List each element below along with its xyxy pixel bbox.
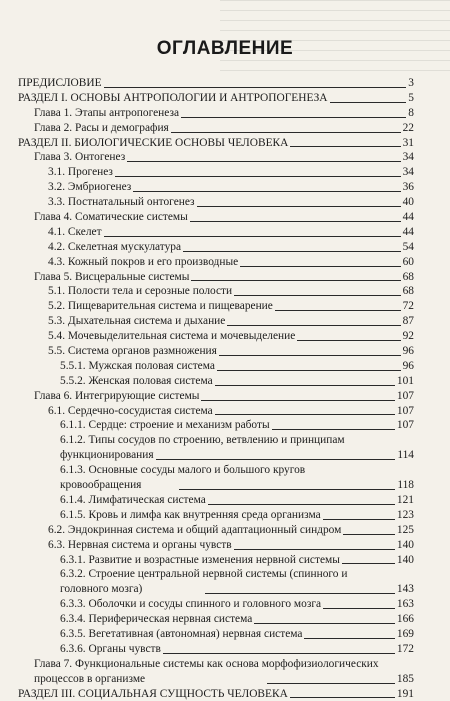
toc-entry-title: Глава 2. Расы и демография — [34, 121, 169, 134]
toc-entry — [0, 523, 450, 538]
toc-entry-page: 31 — [402, 136, 414, 149]
toc-entry-page: 87 — [402, 315, 414, 328]
toc-entry — [0, 299, 450, 314]
leader-line — [254, 622, 395, 624]
toc-entry-title: 5.3. Дыхательная система и дыхание — [48, 315, 226, 328]
leader-line — [190, 220, 401, 222]
toc-entry-page: 107 — [396, 404, 414, 417]
toc-entry-page: 118 — [397, 479, 414, 492]
toc-entry — [0, 225, 450, 240]
toc-entry — [0, 270, 450, 285]
toc-entry-page: 96 — [402, 359, 414, 372]
leader-line — [133, 190, 400, 192]
toc-entry-title: 6.1. Сердечно-сосудистая система — [48, 404, 213, 417]
toc-entry — [0, 136, 450, 151]
leader-line — [323, 518, 395, 520]
leader-line — [205, 592, 395, 594]
toc-entry — [0, 433, 450, 463]
toc-entry-title: Глава 4. Соматические системы — [34, 211, 188, 224]
toc-entry — [0, 91, 450, 106]
toc-entry-page: 22 — [402, 121, 414, 134]
toc-entry-page: 172 — [396, 642, 414, 655]
toc-entry — [0, 121, 450, 136]
toc-entry-title: Глава 5. Висцеральные системы — [34, 270, 190, 283]
toc-entry-title: 6.3.2. Строение центральной нервной системы (спинного и головного мозга) — [60, 568, 348, 596]
toc-entry-page: 68 — [402, 285, 414, 298]
leader-line — [197, 205, 401, 207]
toc-entry — [0, 508, 450, 523]
toc-entry-title: 6.1.5. Кровь и лимфа как внутренняя среда организма — [60, 508, 321, 521]
leader-line — [267, 682, 395, 684]
toc-entry — [0, 687, 450, 701]
toc-entry-page: 191 — [396, 687, 414, 700]
leader-line — [181, 116, 406, 118]
leader-line — [219, 354, 401, 356]
leader-line — [127, 160, 400, 162]
toc-entry-title: 6.3. Нервная система и органы чувств — [48, 538, 232, 551]
toc-entry-title: 3.1. Прогенез — [48, 166, 113, 179]
leader-line — [234, 294, 400, 296]
toc-entry — [0, 210, 450, 225]
toc-entry-title: 5.2. Пищеварительная система и пищеварение — [48, 300, 273, 313]
leader-line — [156, 458, 396, 460]
toc-entry-title: ПРЕДИСЛОВИЕ — [18, 77, 102, 89]
leader-line — [215, 384, 395, 386]
toc-entry-title: 5.4. Мочевыделительная система и мочевыделение — [48, 330, 296, 343]
toc-entry-page: 3 — [408, 77, 414, 89]
toc-entry — [0, 567, 450, 597]
toc-entry — [0, 389, 450, 404]
leader-line — [171, 131, 401, 133]
toc-entry-title: 4.2. Скелетная мускулатура — [48, 240, 182, 253]
toc-entry-page: 68 — [402, 270, 414, 283]
toc-entry-page: 166 — [396, 613, 414, 626]
toc-entry-page: 40 — [402, 196, 414, 209]
toc-entry — [0, 314, 450, 329]
toc-entry-title: 3.3. Постнатальный онтогенез — [48, 196, 195, 209]
toc-entry — [0, 180, 450, 195]
leader-line — [217, 369, 401, 371]
toc-entry-title: РАЗДЕЛ III. СОЦИАЛЬНАЯ СУЩНОСТЬ ЧЕЛОВЕКА — [18, 687, 288, 700]
leader-line — [163, 652, 395, 654]
toc-entry-title: 5.1. Полости тела и серозные полости — [48, 285, 233, 298]
leader-line — [201, 399, 394, 401]
toc-entry — [0, 418, 450, 433]
toc-entry-page: 185 — [396, 672, 414, 685]
toc-entry — [0, 76, 450, 91]
page-title: ОГЛАВЛЕНИЕ — [156, 38, 294, 59]
toc-entry — [0, 150, 450, 165]
toc-entry-title: 6.3.6. Органы чувств — [60, 642, 161, 655]
toc-entry-title: Глава 1. Этапы антропогенеза — [34, 106, 180, 119]
leader-line — [104, 235, 401, 237]
toc-entry-page: 54 — [402, 240, 414, 253]
leader-line — [183, 250, 401, 252]
toc-entry-title: РАЗДЕЛ I. ОСНОВЫ АНТРОПОЛОГИИ И АНТРОПОГЕНЕЗА — [18, 91, 328, 104]
toc-entry-page: 5 — [408, 91, 414, 104]
toc-entry-page: 72 — [402, 300, 414, 313]
toc-entry-title: 6.1.2. Типы сосудов по строению, ветвлению и принципам функционирования — [60, 434, 345, 462]
leader-line — [290, 145, 400, 147]
toc-entry — [0, 374, 450, 389]
toc-entry-title: 5.5. Система органов размножения — [48, 345, 217, 358]
toc-entry — [0, 657, 450, 687]
leader-line — [323, 607, 395, 609]
leader-line — [115, 175, 401, 177]
toc-entry-title: 6.3.1. Развитие и возрастные изменения нервной системы — [60, 553, 340, 566]
toc-entry-page: 96 — [402, 345, 414, 358]
toc-entry — [0, 642, 450, 657]
toc-entry-page: 140 — [396, 553, 414, 566]
toc-entry-title: 6.1.4. Лимфатическая система — [60, 493, 206, 506]
toc-entry-page: 169 — [396, 628, 414, 640]
toc-entry-title: 6.3.4. Периферическая нервная система — [60, 613, 253, 626]
toc-entry-page: 44 — [402, 225, 414, 238]
toc-entry-page: 44 — [402, 211, 414, 224]
leader-line — [272, 428, 395, 430]
toc-entry-title: Глава 6. Интегрирующие системы — [34, 389, 200, 402]
toc-entry — [0, 612, 450, 627]
toc-entry-title: 6.1.3. Основные сосуды малого и большого кругов кровообращения — [60, 464, 306, 492]
leader-line — [240, 265, 400, 267]
toc-entry — [0, 359, 450, 374]
leader-line — [342, 562, 395, 564]
toc-entry — [0, 344, 450, 359]
toc-entry-page: 8 — [408, 106, 414, 119]
toc-entry-page: 125 — [396, 523, 414, 536]
toc-entry — [0, 493, 450, 508]
toc-entry-page: 101 — [396, 374, 414, 387]
toc-entry-page: 114 — [397, 449, 414, 462]
leader-line — [104, 86, 407, 88]
toc-entry-title: 5.5.2. Женская половая система — [60, 374, 213, 387]
leader-line — [179, 488, 396, 490]
toc-entry-title: 6.3.3. Оболочки и сосуды спинного и головного мозга — [60, 598, 322, 611]
toc-entry-page: 60 — [402, 255, 414, 268]
toc-entry — [0, 404, 450, 419]
toc-entry — [0, 627, 450, 642]
toc-entry-title: 4.1. Скелет — [48, 225, 102, 238]
toc-entry — [0, 240, 450, 255]
toc-entry-page: 36 — [402, 181, 414, 194]
toc-entry-title: 3.2. Эмбриогенез — [48, 181, 132, 194]
leader-line — [297, 339, 400, 341]
toc-entry — [0, 463, 450, 493]
toc-entry-page: 121 — [396, 493, 414, 506]
toc-entry-title: РАЗДЕЛ II. БИОЛОГИЧЕСКИЕ ОСНОВЫ ЧЕЛОВЕКА — [18, 136, 289, 149]
leader-line — [208, 503, 395, 505]
toc-entry-page: 92 — [402, 330, 414, 343]
leader-line — [343, 533, 395, 535]
toc-entry — [0, 597, 450, 612]
toc-entry-title: 4.3. Кожный покров и его производные — [48, 255, 239, 268]
toc-entry — [0, 255, 450, 270]
leader-line — [234, 548, 395, 550]
toc-entry-page: 107 — [396, 419, 414, 432]
table-of-contents — [0, 76, 450, 701]
toc-entry-page: 107 — [396, 389, 414, 402]
leader-line — [215, 413, 395, 415]
leader-line — [330, 101, 407, 103]
toc-entry-page: 163 — [396, 598, 414, 611]
toc-entry-page: 143 — [396, 583, 414, 596]
toc-entry — [0, 329, 450, 344]
toc-entry — [0, 165, 450, 180]
toc-entry — [0, 284, 450, 299]
leader-line — [227, 324, 400, 326]
leader-line — [290, 696, 395, 698]
leader-line — [191, 279, 400, 281]
toc-entry-page: 34 — [402, 166, 414, 179]
toc-entry-title: 6.1.1. Сердце: строение и механизм работы — [60, 419, 270, 432]
toc-entry-title: 6.3.5. Вегетативная (автономная) нервная система — [60, 628, 303, 640]
toc-entry-title: Глава 7. Функциональные системы как основа морфофизиологических процессов в организме — [34, 657, 379, 685]
toc-entry-page: 140 — [396, 538, 414, 551]
leader-line — [304, 637, 394, 639]
toc-entry-title: Глава 3. Онтогенез — [34, 151, 126, 164]
toc-entry-page: 123 — [396, 508, 414, 521]
toc-entry-title: 6.2. Эндокринная система и общий адаптационный синдром — [48, 523, 342, 536]
toc-entry — [0, 538, 450, 553]
toc-entry-page: 34 — [402, 151, 414, 164]
leader-line — [275, 309, 401, 311]
toc-entry-title: 5.5.1. Мужская половая система — [60, 359, 215, 372]
toc-entry — [0, 553, 450, 568]
toc-entry — [0, 195, 450, 210]
toc-entry — [0, 106, 450, 121]
